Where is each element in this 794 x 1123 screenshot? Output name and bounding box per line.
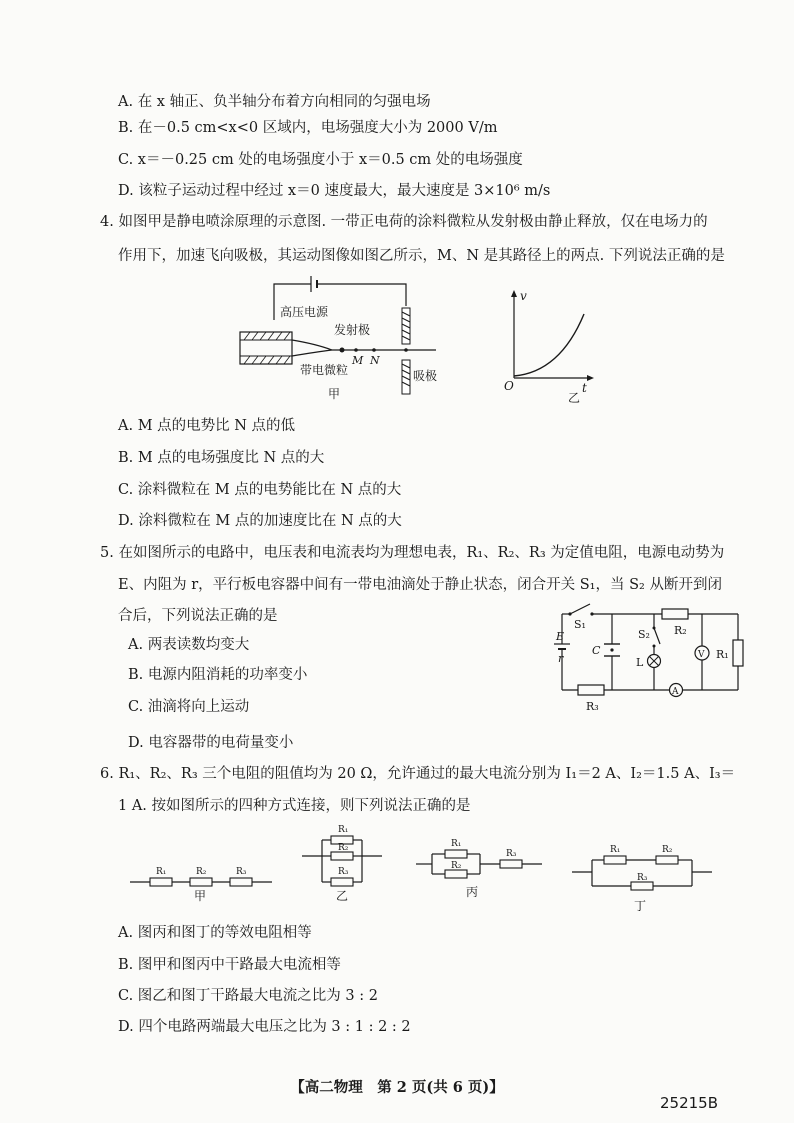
label-r: r	[558, 652, 564, 665]
q5-circuit-diagram	[550, 600, 750, 720]
caption-bing-6: 丙	[466, 885, 479, 899]
label-s2: S₂	[638, 628, 650, 641]
bing-r2-label: R₂	[451, 861, 462, 871]
q6-option-c: C. 图乙和图丁干路最大电流之比为 3 : 2	[118, 988, 378, 1004]
label-m: M	[352, 354, 364, 367]
figure-ding	[572, 845, 712, 913]
q4-option-c: C. 涂料微粒在 M 点的电势能比在 N 点的大	[118, 482, 402, 498]
yi-r1-label: R₁	[338, 825, 349, 835]
figure-bing	[416, 839, 542, 899]
q5-option-d: D. 电容器带的电荷量变小	[128, 735, 294, 751]
label-voltmeter: V	[698, 650, 705, 660]
label-l: L	[636, 656, 644, 669]
document-code: 25215B	[660, 1094, 719, 1112]
caption-ding-6: 丁	[634, 899, 647, 913]
label-s1: S₁	[574, 618, 586, 631]
page-footer: 【高二物理 第 2 页(共 6 页)】	[290, 1079, 504, 1096]
figure-jia	[130, 867, 272, 903]
label-emitter: 发射极	[334, 323, 371, 337]
q5-stem-line1: 5. 在如图所示的电路中，电压表和电流表均为理想电表，R₁、R₂、R₃ 为定值电阻，电源电动势为	[100, 545, 725, 561]
q4-stem-line2: 作用下，加速飞向吸极，其运动图像如图乙所示，M、N 是其路径上的两点. 下列说法正确的是	[118, 248, 725, 264]
q3-option-c: C. x＝－0.25 cm 处的电场强度小于 x＝0.5 cm 处的电场强度	[118, 152, 523, 168]
jia-r2-label: R₂	[196, 867, 207, 877]
caption-yi-6: 乙	[336, 889, 349, 903]
label-absorber: 吸极	[413, 369, 438, 383]
label-r3: R₃	[586, 700, 599, 713]
q5-option-a: A. 两表读数均变大	[128, 637, 250, 653]
q6-stem-line2: 1 A. 按如图所示的四种方式连接，则下列说法正确的是	[118, 798, 471, 814]
label-power: 高压电源	[280, 305, 329, 319]
caption-jia: 甲	[328, 387, 341, 401]
q5-stem-line2: E、内阻为 r，平行板电容器中间有一带电油滴处于静止状态，闭合开关 S₁，当 S₂ 从断开到闭	[118, 577, 722, 593]
figure-yi	[302, 825, 382, 903]
origin-o: O	[504, 379, 514, 393]
label-c: C	[592, 644, 601, 657]
q5-option-b: B. 电源内阻消耗的功率变小	[128, 667, 308, 683]
ding-r2-label: R₂	[662, 845, 673, 855]
q3-option-d: D. 该粒子运动过程中经过 x＝0 速度最大，最大速度是 3×10⁶ m/s	[118, 183, 551, 199]
ding-r1-label: R₁	[610, 845, 621, 855]
label-r1: R₁	[716, 648, 729, 661]
jia-r1-label: R₁	[156, 867, 167, 877]
q3-option-b: B. 在－0.5 cm<x<0 区域内，电场强度大小为 2000 V/m	[118, 120, 498, 136]
axis-v: v	[520, 289, 527, 303]
q6-stem-line1: 6. R₁、R₂、R₃ 三个电阻的阻值均为 20 Ω，允许通过的最大电流分别为 I₁＝2 A、I₂＝1.5 A、I₃＝	[100, 766, 736, 782]
label-ammeter: A	[672, 687, 679, 697]
q5-stem-line3: 合后，下列说法正确的是	[118, 608, 278, 624]
q4-option-a: A. M 点的电势比 N 点的低	[118, 418, 296, 434]
q4-option-b: B. M 点的电场强度比 N 点的大	[118, 450, 325, 466]
yi-r2-label: R₂	[338, 843, 349, 853]
label-r2: R₂	[674, 624, 687, 637]
bing-r3-label: R₃	[506, 849, 517, 859]
q4-figure-jia	[236, 272, 458, 404]
caption-yi: 乙	[568, 391, 581, 405]
q6-option-a: A. 图丙和图丁的等效电阻相等	[118, 925, 312, 941]
q6-option-d: D. 四个电路两端最大电压之比为 3 : 1 : 2 : 2	[118, 1019, 411, 1035]
q3-option-a: A. 在 x 轴正、负半轴分布着方向相同的匀强电场	[118, 94, 431, 110]
q4-option-d: D. 涂料微粒在 M 点的加速度比在 N 点的大	[118, 513, 402, 529]
q4-stem-line1: 4. 如图甲是静电喷涂原理的示意图. 一带正电荷的涂料微粒从发射极由静止释放，仅在电场力的	[100, 214, 708, 230]
axis-t: t	[582, 381, 587, 395]
label-e: E	[556, 630, 565, 643]
q4-figure-yi	[500, 286, 600, 406]
ding-r3-label: R₃	[637, 873, 648, 883]
q6-option-b: B. 图甲和图丙中干路最大电流相等	[118, 957, 341, 973]
caption-jia-6: 甲	[194, 889, 207, 903]
bing-r1-label: R₁	[451, 839, 462, 849]
label-n: N	[370, 354, 380, 367]
label-particle: 带电微粒	[300, 363, 349, 377]
q6-figures	[126, 820, 746, 920]
jia-r3-label: R₃	[236, 867, 247, 877]
q5-option-c: C. 油滴将向上运动	[128, 699, 250, 715]
yi-r3-label: R₃	[338, 867, 349, 877]
